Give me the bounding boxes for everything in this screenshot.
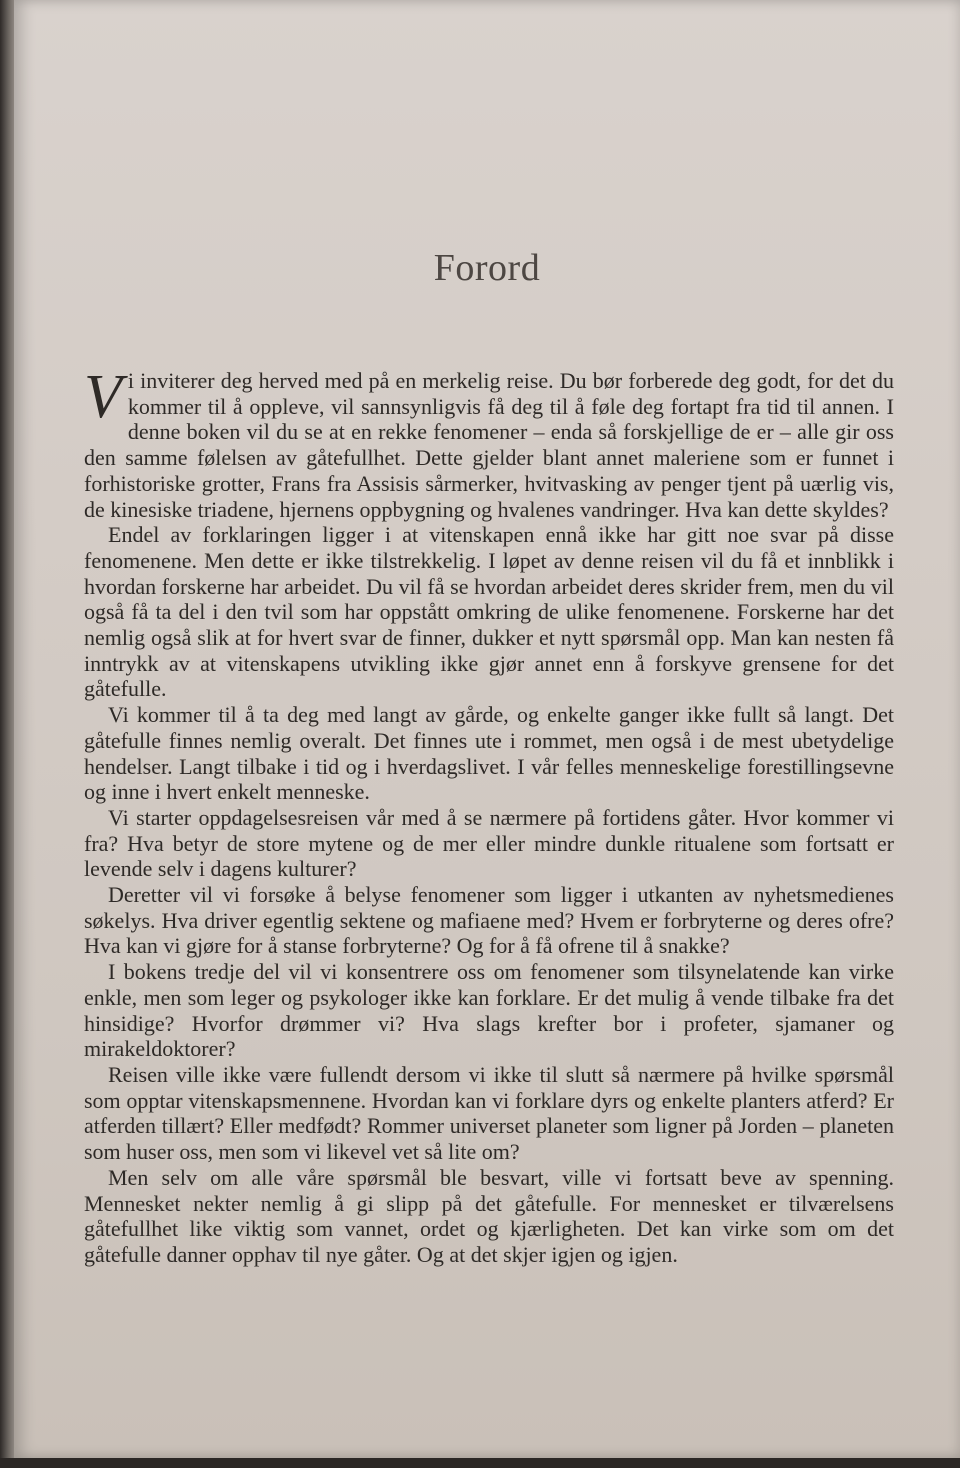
book-page: [14, 0, 960, 1458]
paragraph-7: Reisen ville ikke være fullendt dersom vi ikke til slutt så nærmere på hvilke spørsmål som opptar vitenskapsmennene. Hvordan kan vi forklare dyrs og enkelte planters atferd? Er atferden tillært? Eller medfødt? Rommer universet planeter som ligner på Jorden – planeten som huser oss, men som vi likevel vet så lite om?: [84, 1061, 894, 1165]
drop-cap: V: [84, 363, 122, 431]
book-spine-shadow: [0, 0, 14, 1468]
paragraph-4: Vi starter oppdagelsesreisen vår med å se nærmere på fortidens gåter. Hvor kommer vi fra? Hva betyr de store mytene og de mer eller mindre dunkle ritualene som fortsatt er levende selv i dagens kulturer?: [84, 804, 894, 882]
paragraph-5: Deretter vil vi forsøke å belyse fenomener som ligger i utkanten av nyhetsmedienes søkelys. Hva driver egentlig sektene og mafiaene med? Hvem er forbryterne og deres ofre? Hva kan vi gjøre for å stanse forbryterne? Og for å få ofrene til å snakke?: [84, 882, 894, 959]
paragraph-3: Vi kommer til å ta deg med langt av gårde, og enkelte ganger ikke fullt så langt. Det gåtefulle finnes nemlig overalt. Det finnes ute i rommet, men også i de mest ubetydelige hendelser. Langt tilbake i tid og i hverdagslivet. I vår felles menneskelige forestillingsevne og inne i hvert enkelt menneske.: [84, 702, 894, 805]
page-bottom-shadow: [0, 1458, 960, 1468]
paragraph-1-text: i inviterer deg herved med på en merkelig reise. Du bør forberede deg godt, for det du kommer til å oppleve, vil sannsynligvis få deg til å føle deg fortapt fra tid til annen. I denne boken vil du se at en rekke fenomener – enda så forskjellige de er – alle gir oss den samme følelsen av gåtefullhet. Dette gjelder blant annet maleriene som er funnet i forhistoriske grotter, Frans fra Assisis sårmerker, hvitvasking av penger tjent på uærlig vis, de kinesiske triadene, hjernens oppbygning og hvalenes vandringer. Hva kan dette skyldes?: [84, 368, 894, 522]
body-text: [84, 363, 894, 1268]
paragraph-6: I bokens tredje del vil vi konsentrere oss om fenomener som tilsynelatende kan virke enkle, men som leger og psykologer ikke kan forklare. Er det mulig å vende tilbake fra det hinsidige? Hvorfor drømmer vi? Hva slags krefter bor i profeter, sjamaner og mirakeldoktorer?: [84, 959, 894, 1062]
paragraph-1: [84, 363, 894, 522]
paragraph-2: Endel av forklaringen ligger i at vitenskapen ennå ikke har gitt noe svar på disse fenomenene. Men dette er ikke tilstrekkelig. I løpet av denne reisen vil du få et innblikk i hvordan forskerne har arbeidet. Du vil få se hvordan arbeidet deres skrider frem, men du vil også få ta del i den tvil som har oppstått omkring de ulike fenomenene. Forskerne har det nemlig også slik at for hvert svar de finner, dukker et nytt spørsmål opp. Man kan nesten få inntrykk av at vitenskapens utvikling ikke gjør annet enn å forskyve grensene for det gåtefulle.: [84, 522, 894, 702]
page-title: Forord: [433, 247, 541, 289]
paragraph-8: Men selv om alle våre spørsmål ble besvart, ville vi fortsatt beve av spenning. Mennesket nekter nemlig å gi slipp på det gåtefulle. For mennesket er tilværelsens gåtefullhet like viktig som vannet, ordet og kjærligheten. Det kan virke som om det gåtefulle danner opphav til nye gåter. Og at det skjer igjen og igjen.: [84, 1164, 894, 1267]
